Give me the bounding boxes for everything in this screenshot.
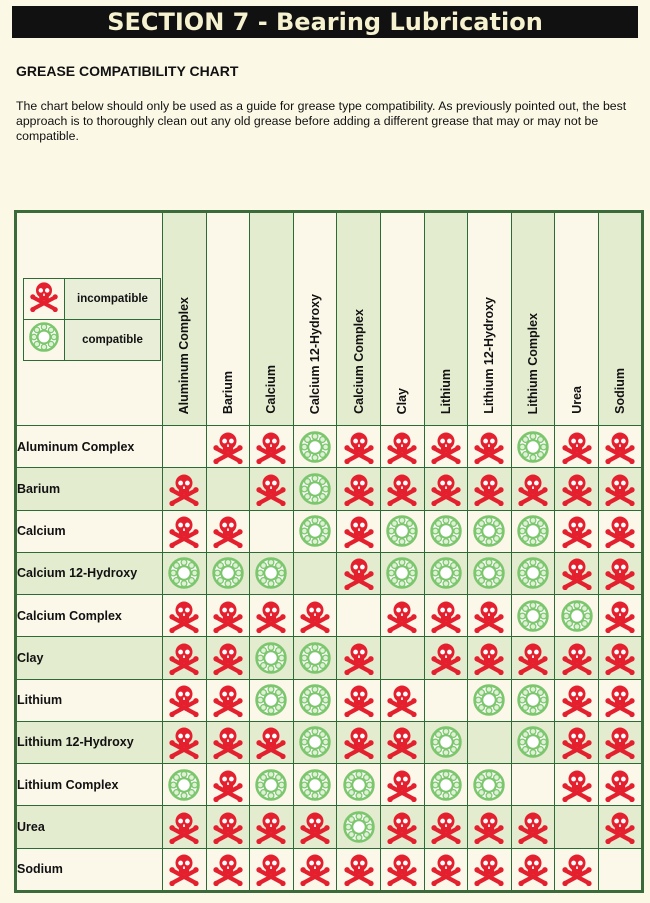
column-header-lithium: [424, 212, 468, 426]
cell-calcium-12-hydroxy-calcium: [250, 552, 294, 594]
cell-sodium-lithium-12-hydroxy: [468, 848, 512, 892]
bearing-ring-icon: [381, 556, 424, 590]
column-header-lithium-12-hydroxy: [468, 212, 512, 426]
cell-lithium-complex-calcium-complex: [337, 764, 381, 806]
intro-paragraph: The chart below should only be used as a guide for grease type compatibility. As previously pointed out, the best approach is to thoroughly clean out any old grease before adding a different grease that may or may not be compatible.: [16, 99, 627, 143]
cell-lithium-barium: [206, 679, 250, 721]
cell-clay-sodium: [598, 637, 642, 679]
column-header-clay: [380, 212, 424, 426]
cell-aluminum-complex-lithium-complex: [511, 426, 555, 468]
bearing-ring-icon: [250, 683, 293, 717]
skull-crossbones-icon: [337, 430, 380, 464]
cell-clay-lithium-12-hydroxy: [468, 637, 512, 679]
legend-cell: [16, 212, 163, 426]
cell-lithium-lithium-complex: [511, 679, 555, 721]
skull-crossbones-icon: [599, 472, 641, 506]
cell-lithium-calcium: [250, 679, 294, 721]
skull-crossbones-icon: [381, 768, 424, 802]
cell-lithium-clay: [380, 679, 424, 721]
skull-crossbones-icon: [555, 683, 598, 717]
skull-crossbones-icon: [425, 430, 468, 464]
cell-sodium-lithium-complex: [511, 848, 555, 892]
cell-calcium-complex-calcium: [250, 595, 294, 637]
skull-crossbones-icon: [512, 472, 555, 506]
cell-sodium-calcium-12-hydroxy: [293, 848, 337, 892]
cell-urea-barium: [206, 806, 250, 848]
bearing-ring-icon: [512, 725, 555, 759]
skull-crossbones-icon: [250, 725, 293, 759]
cell-urea-clay: [380, 806, 424, 848]
bearing-ring-icon: [468, 514, 511, 548]
skull-crossbones-icon: [337, 641, 380, 675]
skull-crossbones-icon: [512, 641, 555, 675]
cell-calcium-12-hydroxy-lithium: [424, 552, 468, 594]
bearing-ring-icon: [294, 641, 337, 675]
skull-crossbones-icon: [294, 810, 337, 844]
skull-crossbones-icon: [207, 810, 250, 844]
bearing-ring-icon: [163, 556, 206, 590]
bearing-ring-icon: [468, 683, 511, 717]
table-row: [16, 764, 643, 806]
skull-crossbones-icon: [555, 514, 598, 548]
cell-calcium-lithium-complex: [511, 510, 555, 552]
skull-crossbones-icon: [207, 430, 250, 464]
cell-barium-clay: [380, 468, 424, 510]
cell-lithium-12-hydroxy-lithium-complex: [511, 721, 555, 763]
row-header-urea: Urea: [16, 806, 163, 848]
cell-barium-calcium-complex: [337, 468, 381, 510]
cell-lithium-12-hydroxy-calcium: [250, 721, 294, 763]
row-header-lithium: Lithium: [16, 679, 163, 721]
cell-calcium-complex-calcium-complex: [337, 595, 381, 637]
cell-calcium-12-hydroxy-calcium-12-hydroxy: [293, 552, 337, 594]
cell-sodium-clay: [380, 848, 424, 892]
cell-clay-clay: [380, 637, 424, 679]
cell-urea-lithium: [424, 806, 468, 848]
skull-crossbones-icon: [381, 852, 424, 886]
bearing-ring-icon: [425, 556, 468, 590]
column-header-calcium-12-hydroxy: [293, 212, 337, 426]
cell-lithium-complex-calcium: [250, 764, 294, 806]
column-header-barium: [206, 212, 250, 426]
skull-crossbones-icon: [163, 852, 206, 886]
skull-crossbones-icon: [468, 430, 511, 464]
skull-crossbones-icon: [599, 725, 641, 759]
skull-crossbones-icon: [207, 599, 250, 633]
table-body: [16, 426, 643, 892]
cell-calcium-complex-urea: [555, 595, 599, 637]
cell-aluminum-complex-sodium: [598, 426, 642, 468]
bearing-ring-icon: [294, 683, 337, 717]
skull-crossbones-icon: [599, 556, 641, 590]
cell-calcium-complex-lithium-12-hydroxy: [468, 595, 512, 637]
table-row: [16, 806, 643, 848]
cell-clay-aluminum-complex: [163, 637, 207, 679]
bearing-ring-icon: [294, 514, 337, 548]
skull-crossbones-icon: [555, 430, 598, 464]
cell-lithium-complex-sodium: [598, 764, 642, 806]
skull-crossbones-icon: [599, 810, 641, 844]
skull-crossbones-icon: [163, 514, 206, 548]
bearing-ring-icon: [294, 472, 337, 506]
cell-barium-barium: [206, 468, 250, 510]
cell-aluminum-complex-barium: [206, 426, 250, 468]
bearing-ring-icon: [294, 725, 337, 759]
column-header-row: [16, 212, 643, 426]
column-header-label: Urea: [569, 386, 584, 414]
cell-lithium-12-hydroxy-barium: [206, 721, 250, 763]
cell-barium-lithium-12-hydroxy: [468, 468, 512, 510]
skull-crossbones-icon: [555, 641, 598, 675]
table-row: [16, 848, 643, 892]
row-header-aluminum-complex: Aluminum Complex: [16, 426, 163, 468]
cell-clay-calcium-12-hydroxy: [293, 637, 337, 679]
table-row: [16, 510, 643, 552]
bearing-ring-icon: [512, 556, 555, 590]
skull-crossbones-icon: [163, 599, 206, 633]
table-row: [16, 721, 643, 763]
legend: [23, 278, 161, 361]
table-row: [16, 637, 643, 679]
skull-crossbones-icon: [555, 768, 598, 802]
column-header-label: Lithium Complex: [526, 312, 541, 414]
cell-calcium-urea: [555, 510, 599, 552]
skull-crossbones-icon: [599, 641, 641, 675]
section-header: [12, 6, 638, 38]
skull-crossbones-icon: [425, 810, 468, 844]
cell-lithium-calcium-complex: [337, 679, 381, 721]
legend-incompatible-label: incompatible: [65, 278, 161, 319]
cell-lithium-aluminum-complex: [163, 679, 207, 721]
bearing-ring-icon: [512, 514, 555, 548]
table-row: [16, 468, 643, 510]
skull-crossbones-icon: [250, 599, 293, 633]
cell-lithium-12-hydroxy-clay: [380, 721, 424, 763]
bearing-ring-icon: [425, 768, 468, 802]
cell-sodium-calcium-complex: [337, 848, 381, 892]
cell-calcium-complex-sodium: [598, 595, 642, 637]
section-title: SECTION 7 - Bearing Lubrication: [107, 8, 543, 36]
skull-crossbones-icon: [381, 810, 424, 844]
cell-barium-sodium: [598, 468, 642, 510]
skull-crossbones-icon: [468, 641, 511, 675]
cell-urea-calcium: [250, 806, 294, 848]
skull-crossbones-icon: [381, 430, 424, 464]
skull-crossbones-icon: [207, 641, 250, 675]
bearing-ring-icon: [512, 599, 555, 633]
skull-crossbones-icon: [337, 852, 380, 886]
bearing-ring-icon: [337, 810, 380, 844]
table-row: [16, 426, 643, 468]
cell-lithium-12-hydroxy-lithium-12-hydroxy: [468, 721, 512, 763]
cell-lithium-lithium: [424, 679, 468, 721]
column-header-label: Calcium: [264, 365, 279, 414]
cell-calcium-12-hydroxy-sodium: [598, 552, 642, 594]
legend-row-compatible: [24, 319, 161, 360]
cell-lithium-12-hydroxy-sodium: [598, 721, 642, 763]
cell-barium-lithium: [424, 468, 468, 510]
skull-crossbones-icon: [468, 599, 511, 633]
skull-crossbones-icon: [381, 472, 424, 506]
skull-crossbones-icon: [425, 852, 468, 886]
cell-clay-lithium: [424, 637, 468, 679]
bearing-ring-icon: [468, 768, 511, 802]
skull-crossbones-icon: [294, 599, 337, 633]
cell-aluminum-complex-calcium-complex: [337, 426, 381, 468]
table-row: [16, 552, 643, 594]
cell-lithium-complex-clay: [380, 764, 424, 806]
bearing-ring-icon: [163, 768, 206, 802]
cell-calcium-12-hydroxy-clay: [380, 552, 424, 594]
cell-sodium-aluminum-complex: [163, 848, 207, 892]
cell-lithium-12-hydroxy-urea: [555, 721, 599, 763]
cell-aluminum-complex-lithium: [424, 426, 468, 468]
skull-crossbones-icon: [163, 683, 206, 717]
skull-crossbones-icon: [337, 514, 380, 548]
cell-calcium-complex-lithium: [424, 595, 468, 637]
skull-crossbones-icon: [337, 472, 380, 506]
bearing-ring-icon: [337, 768, 380, 802]
cell-clay-calcium: [250, 637, 294, 679]
cell-urea-aluminum-complex: [163, 806, 207, 848]
cell-urea-lithium-12-hydroxy: [468, 806, 512, 848]
skull-crossbones-icon: [250, 810, 293, 844]
cell-lithium-complex-aluminum-complex: [163, 764, 207, 806]
cell-aluminum-complex-aluminum-complex: [163, 426, 207, 468]
bearing-ring-icon: [250, 768, 293, 802]
bearing-ring-icon: [468, 556, 511, 590]
cell-urea-sodium: [598, 806, 642, 848]
cell-barium-lithium-complex: [511, 468, 555, 510]
column-header-lithium-complex: [511, 212, 555, 426]
cell-calcium-complex-aluminum-complex: [163, 595, 207, 637]
column-header-label: Clay: [395, 387, 410, 414]
bearing-ring-icon: [207, 556, 250, 590]
cell-aluminum-complex-urea: [555, 426, 599, 468]
skull-crossbones-icon: [512, 810, 555, 844]
skull-crossbones-icon: [250, 852, 293, 886]
cell-lithium-sodium: [598, 679, 642, 721]
bearing-ring-icon: [28, 340, 60, 357]
cell-calcium-complex-calcium-12-hydroxy: [293, 595, 337, 637]
table-row: [16, 679, 643, 721]
cell-clay-calcium-complex: [337, 637, 381, 679]
skull-crossbones-icon: [555, 725, 598, 759]
skull-crossbones-icon: [381, 725, 424, 759]
legend-compatible-swatch: [24, 319, 65, 360]
cell-calcium-complex-clay: [380, 595, 424, 637]
column-header-label: Aluminum Complex: [177, 296, 192, 414]
skull-crossbones-icon: [599, 599, 641, 633]
skull-crossbones-icon: [381, 599, 424, 633]
cell-lithium-complex-lithium-12-hydroxy: [468, 764, 512, 806]
skull-crossbones-icon: [425, 641, 468, 675]
cell-lithium-12-hydroxy-lithium: [424, 721, 468, 763]
cell-sodium-lithium: [424, 848, 468, 892]
row-header-calcium-complex: Calcium Complex: [16, 595, 163, 637]
skull-crossbones-icon: [163, 641, 206, 675]
cell-barium-calcium-12-hydroxy: [293, 468, 337, 510]
row-header-calcium-12-hydroxy: Calcium 12-Hydroxy: [16, 552, 163, 594]
cell-urea-lithium-complex: [511, 806, 555, 848]
bearing-ring-icon: [555, 599, 598, 633]
cell-aluminum-complex-clay: [380, 426, 424, 468]
row-header-calcium: Calcium: [16, 510, 163, 552]
column-header-label: Lithium 12-Hydroxy: [482, 297, 497, 414]
column-header-label: Sodium: [612, 368, 627, 414]
skull-crossbones-icon: [599, 514, 641, 548]
skull-crossbones-icon: [294, 852, 337, 886]
cell-calcium-12-hydroxy-barium: [206, 552, 250, 594]
legend-row-incompatible: [24, 278, 161, 319]
cell-calcium-12-hydroxy-calcium-complex: [337, 552, 381, 594]
skull-crossbones-icon: [425, 472, 468, 506]
bearing-ring-icon: [425, 725, 468, 759]
column-header-label: Calcium Complex: [351, 309, 366, 414]
cell-clay-lithium-complex: [511, 637, 555, 679]
bearing-ring-icon: [381, 514, 424, 548]
skull-crossbones-icon: [599, 768, 641, 802]
skull-crossbones-icon: [468, 472, 511, 506]
cell-urea-calcium-12-hydroxy: [293, 806, 337, 848]
bearing-ring-icon: [250, 641, 293, 675]
row-header-lithium-12-hydroxy: Lithium 12-Hydroxy: [16, 721, 163, 763]
skull-crossbones-icon: [337, 556, 380, 590]
column-header-sodium: [598, 212, 642, 426]
cell-urea-urea: [555, 806, 599, 848]
cell-lithium-12-hydroxy-aluminum-complex: [163, 721, 207, 763]
cell-calcium-lithium: [424, 510, 468, 552]
column-header-label: Calcium 12-Hydroxy: [308, 293, 323, 414]
cell-sodium-calcium: [250, 848, 294, 892]
skull-crossbones-icon: [163, 810, 206, 844]
skull-crossbones-icon: [425, 599, 468, 633]
cell-clay-urea: [555, 637, 599, 679]
cell-calcium-12-hydroxy-aluminum-complex: [163, 552, 207, 594]
skull-crossbones-icon: [555, 472, 598, 506]
skull-crossbones-icon: [163, 472, 206, 506]
skull-crossbones-icon: [207, 683, 250, 717]
cell-lithium-complex-urea: [555, 764, 599, 806]
skull-crossbones-icon: [381, 683, 424, 717]
bearing-ring-icon: [294, 768, 337, 802]
skull-crossbones-icon: [207, 725, 250, 759]
compatibility-table: [14, 210, 644, 893]
skull-crossbones-icon: [599, 683, 641, 717]
cell-calcium-12-hydroxy-urea: [555, 552, 599, 594]
cell-calcium-calcium-complex: [337, 510, 381, 552]
column-header-calcium-complex: [337, 212, 381, 426]
cell-calcium-12-hydroxy-lithium-12-hydroxy: [468, 552, 512, 594]
skull-crossbones-icon: [468, 852, 511, 886]
bearing-ring-icon: [294, 430, 337, 464]
cell-urea-calcium-complex: [337, 806, 381, 848]
skull-crossbones-icon: [468, 810, 511, 844]
cell-lithium-12-hydroxy-calcium-12-hydroxy: [293, 721, 337, 763]
cell-aluminum-complex-lithium-12-hydroxy: [468, 426, 512, 468]
bearing-ring-icon: [425, 514, 468, 548]
skull-crossbones-icon: [28, 299, 60, 316]
cell-clay-barium: [206, 637, 250, 679]
legend-compatible-label: compatible: [65, 319, 161, 360]
cell-calcium-lithium-12-hydroxy: [468, 510, 512, 552]
cell-lithium-complex-lithium-complex: [511, 764, 555, 806]
bearing-ring-icon: [512, 683, 555, 717]
cell-calcium-12-hydroxy-lithium-complex: [511, 552, 555, 594]
cell-barium-urea: [555, 468, 599, 510]
cell-sodium-sodium: [598, 848, 642, 892]
table-row: [16, 595, 643, 637]
row-header-barium: Barium: [16, 468, 163, 510]
skull-crossbones-icon: [337, 725, 380, 759]
cell-sodium-barium: [206, 848, 250, 892]
skull-crossbones-icon: [250, 430, 293, 464]
column-header-aluminum-complex: [163, 212, 207, 426]
cell-calcium-clay: [380, 510, 424, 552]
row-header-clay: Clay: [16, 637, 163, 679]
cell-aluminum-complex-calcium-12-hydroxy: [293, 426, 337, 468]
chart-title: GREASE COMPATIBILITY CHART: [16, 63, 239, 79]
skull-crossbones-icon: [207, 514, 250, 548]
cell-barium-aluminum-complex: [163, 468, 207, 510]
cell-aluminum-complex-calcium: [250, 426, 294, 468]
column-header-label: Barium: [220, 370, 235, 414]
cell-calcium-barium: [206, 510, 250, 552]
cell-lithium-complex-lithium: [424, 764, 468, 806]
cell-calcium-calcium-12-hydroxy: [293, 510, 337, 552]
skull-crossbones-icon: [512, 852, 555, 886]
cell-calcium-calcium: [250, 510, 294, 552]
skull-crossbones-icon: [599, 430, 641, 464]
cell-calcium-sodium: [598, 510, 642, 552]
skull-crossbones-icon: [163, 725, 206, 759]
skull-crossbones-icon: [250, 472, 293, 506]
legend-incompatible-swatch: [24, 278, 65, 319]
row-header-sodium: Sodium: [16, 848, 163, 892]
bearing-ring-icon: [512, 430, 555, 464]
cell-lithium-complex-barium: [206, 764, 250, 806]
cell-calcium-aluminum-complex: [163, 510, 207, 552]
skull-crossbones-icon: [207, 768, 250, 802]
cell-calcium-complex-lithium-complex: [511, 595, 555, 637]
cell-lithium-complex-calcium-12-hydroxy: [293, 764, 337, 806]
cell-sodium-urea: [555, 848, 599, 892]
bearing-ring-icon: [250, 556, 293, 590]
skull-crossbones-icon: [207, 852, 250, 886]
column-header-urea: [555, 212, 599, 426]
column-header-label: Lithium: [438, 368, 453, 414]
cell-lithium-12-hydroxy-calcium-complex: [337, 721, 381, 763]
cell-lithium-calcium-12-hydroxy: [293, 679, 337, 721]
cell-barium-calcium: [250, 468, 294, 510]
cell-lithium-lithium-12-hydroxy: [468, 679, 512, 721]
cell-calcium-complex-barium: [206, 595, 250, 637]
row-header-lithium-complex: Lithium Complex: [16, 764, 163, 806]
column-header-calcium: [250, 212, 294, 426]
skull-crossbones-icon: [555, 556, 598, 590]
cell-lithium-urea: [555, 679, 599, 721]
skull-crossbones-icon: [337, 683, 380, 717]
skull-crossbones-icon: [555, 852, 598, 886]
